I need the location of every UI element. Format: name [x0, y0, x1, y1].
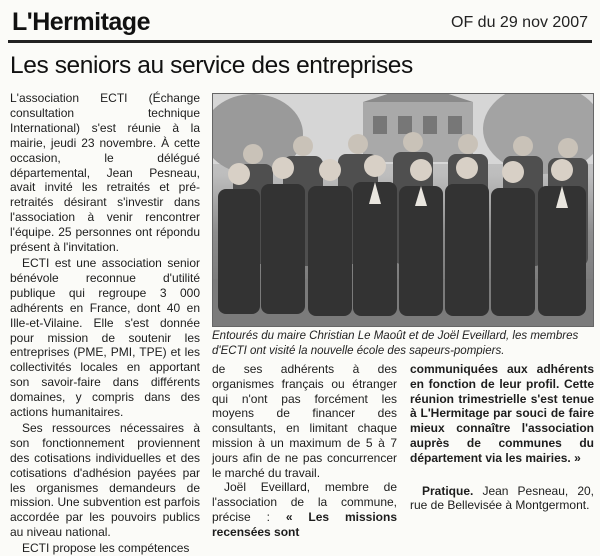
masthead: [8, 6, 592, 40]
group-photo-illustration: [213, 94, 593, 326]
quote-continuation: communiquées aux adhérents en fonction de leur profil. Cette réunion trimestrielle s'est tenue à L'Hermitage par souci de faire mieux connaître l'association auprès de communes du département via les mairies. »: [410, 362, 594, 465]
pratique-info: [410, 484, 594, 514]
article-column-3: [410, 362, 594, 513]
photo-caption: Entourés du maire Christian Le Maoût et de Joël Eveillard, les membres d'ECTI ont visité la nouvelle école des sapeurs-pompiers.: [212, 330, 579, 357]
town-name: L'Hermitage: [12, 8, 150, 36]
quote-start: « Les missions recensées sont: [212, 509, 397, 539]
headline: Les seniors au service des entreprises: [10, 52, 413, 79]
paragraph-association: ECTI est une association senior bénévole reconnue d'utilité publique qui regroupe 3 000 adhérents en France, dont 40 en Ille-et-Vilaine. Elle s'est donnée pour mission de soutenir les entreprises (PME, PMI, TPE) et les collectivités locales en apportant son savoir-faire dans différents domaines, y compris dans des actions humanitaires.: [10, 255, 200, 420]
article-column-1: [10, 91, 200, 556]
article-column-2: [212, 362, 397, 540]
paragraph-intro: L'association ECTI (Échange consultation technique International) s'est réunie à la mairie, jeudi 23 novembre. À cette occasion, le délégué départemental, Jean Pesneau, avait invité les retraités et pré-retraités désirant s'investir dans l'association à venir rencontrer l'équipe. 25 personnes ont répondu présent à l'invitation.: [10, 91, 200, 255]
dateline: OF du 29 nov 2007: [451, 14, 588, 31]
group-photo: [212, 93, 594, 327]
pratique-label: Pratique.: [422, 483, 474, 498]
masthead-rule: [8, 40, 592, 43]
paragraph-resources: Ses ressources nécessaires à son fonctionnement proviennent des cotisations individuelles et des cotisations d'adhésion payées par les organismes demandeurs de mission. Une subvention est parfois accordée par les pouvoirs publics au niveau national.: [10, 420, 200, 540]
eveillard-intro: Joël Eveillard, membre de l'association de la commune, précise :: [212, 480, 397, 524]
paragraph-competences: ECTI propose les compétences: [22, 541, 190, 556]
paragraph-eveillard: [212, 480, 397, 539]
paragraph-missions: de ses adhérents à des organismes français ou étranger qui n'ont pas forcément les moyens de financer des consultants, en limitant chaque mission à un maximum de 5 à 7 jours afin de ne pas concurrencer le marché du travail.: [212, 362, 397, 480]
pratique-text: Jean Pesneau, 20, rue de Bellevisée à Montgermont.: [410, 483, 594, 513]
